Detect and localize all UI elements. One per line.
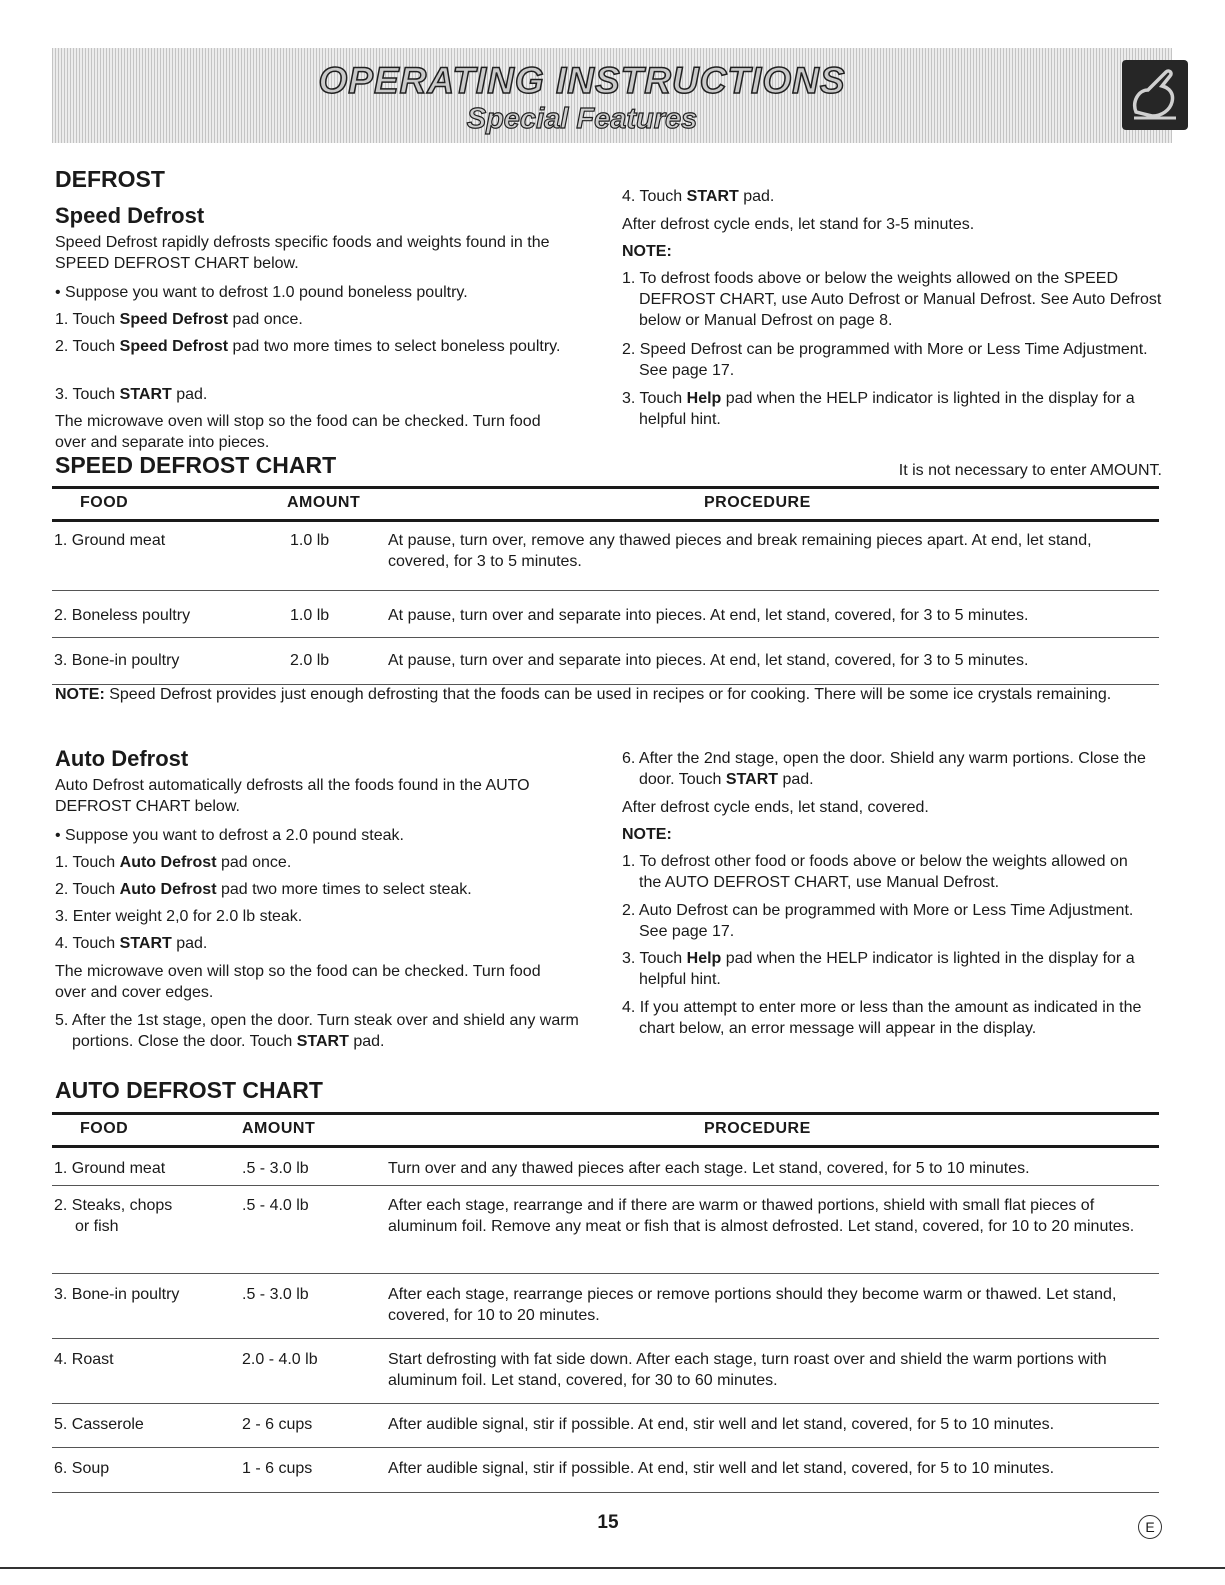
page-title: OPERATING INSTRUCTIONS — [318, 60, 846, 101]
speed-chart-note: NOTE: Speed Defrost provides just enough defrosting that the foods can be used in recipes or for cooking. There will be some ice crystals remaining. — [55, 686, 1112, 703]
auto-step-1: 1. Touch Auto Defrost pad once. — [55, 854, 292, 871]
column-header-procedure: PROCEDURE — [704, 1120, 811, 1137]
auto-note-2: 2. Auto Defrost can be programmed with More or Less Time Adjustment. See page 17. — [622, 902, 1134, 940]
auto-step-2: 2. Touch Auto Defrost pad two more times to select steak. — [55, 881, 472, 898]
auto-note-3: 3. Touch Help pad when the HELP indicator is lighted in the display for a helpful hint. — [622, 950, 1135, 988]
table-cell-procedure: After each stage, rearrange and if there are warm or thawed portions, shield with small flat pieces of aluminum foil. Remove any meat or fish that is almost defrosted. Let stand, covered, for 10 to 20 minutes. — [388, 1197, 1135, 1235]
bottom-divider — [0, 1567, 1225, 1569]
table-cell-amount: 1.0 lb — [290, 607, 330, 624]
speed-step-3: 3. Touch START pad. — [55, 386, 208, 403]
auto-step-6: 6. After the 2nd stage, open the door. Shield any warm portions. Close the door. Touch START pad. — [622, 750, 1146, 788]
table-cell-amount: 2.0 - 4.0 lb — [242, 1351, 318, 1368]
auto-defrost-heading: Auto Defrost — [55, 746, 189, 771]
table-cell-procedure: At pause, turn over and separate into pieces. At end, let stand, covered, for 3 to 5 minutes. — [388, 652, 1029, 669]
column-header-amount: AMOUNT — [287, 494, 361, 511]
header-banner — [52, 48, 1172, 143]
speed-note-1: 1. To defrost foods above or below the weights allowed on the SPEED DEFROST CHART, use Auto Defrost or Manual Defrost. See Auto Defrost below or Manual Defrost on page 8. — [622, 270, 1162, 329]
speed-chart-side-note: It is not necessary to enter AMOUNT. — [898, 462, 1162, 479]
column-header-procedure: PROCEDURE — [704, 494, 811, 511]
speed-step-2: 2. Touch Speed Defrost pad two more times to select boneless poultry. — [55, 338, 561, 355]
column-header-food: FOOD — [80, 494, 129, 511]
table-row — [52, 1186, 1159, 1274]
auto-defrost-bullet: • Suppose you want to defrost a 2.0 pound steak. — [55, 827, 404, 844]
table-cell-food: 5. Casserole — [54, 1416, 144, 1433]
auto-step-5: 5. After the 1st stage, open the door. Turn steak over and shield any warm portions. Close the door. Touch START pad. — [55, 1012, 579, 1050]
table-header — [52, 486, 1159, 522]
speed-chart-heading: SPEED DEFROST CHART — [55, 452, 337, 478]
table-cell-food-cont: or fish — [75, 1218, 119, 1235]
page-number: 15 — [597, 1512, 619, 1533]
table-cell-amount: .5 - 3.0 lb — [242, 1286, 309, 1303]
table-cell-food: 3. Bone-in poultry — [54, 1286, 180, 1303]
table-cell-food: 2. Boneless poultry — [54, 607, 191, 624]
table-row — [52, 638, 1159, 685]
language-mark: E — [1138, 1515, 1162, 1539]
table-cell-amount: 1.0 lb — [290, 532, 330, 549]
speed-step-4: 4. Touch START pad. — [622, 188, 775, 205]
table-cell-food: 1. Ground meat — [54, 1160, 166, 1177]
table-cell-procedure: At pause, turn over, remove any thawed pieces and break remaining pieces apart. At end, let stand, covered, for 3 to 5 minutes. — [388, 532, 1092, 570]
auto-defrost-intro: Auto Defrost automatically defrosts all the foods found in the AUTO DEFROST CHART below. — [55, 777, 530, 815]
table-cell-amount: 2.0 lb — [290, 652, 330, 669]
column-header-amount: AMOUNT — [242, 1120, 316, 1137]
speed-defrost-intro: Speed Defrost rapidly defrosts specific foods and weights found in the SPEED DEFROST CHART below. — [55, 234, 550, 272]
table-row — [52, 530, 1159, 591]
defrost-heading: DEFROST — [55, 166, 165, 192]
table-row — [52, 1148, 1159, 1186]
auto-note-label: NOTE: — [622, 826, 672, 843]
table-cell-amount: .5 - 4.0 lb — [242, 1197, 309, 1214]
auto-step-3: 3. Enter weight 2,0 for 2.0 lb steak. — [55, 908, 303, 925]
table-row — [52, 1339, 1159, 1404]
speed-step-1: 1. Touch Speed Defrost pad once. — [55, 311, 303, 328]
table-cell-food: 6. Soup — [54, 1460, 110, 1477]
speed-defrost-table — [52, 486, 1159, 685]
table-cell-procedure: Start defrosting with fat side down. After each stage, turn roast over and shield the warm portions with aluminum foil. Let stand, covered, for 30 to 60 minutes. — [388, 1351, 1107, 1389]
speed-note-2: 2. Speed Defrost can be programmed with More or Less Time Adjustment. See page 17. — [622, 341, 1148, 379]
speed-check-text: The microwave oven will stop so the food can be checked. Turn food over and separate into pieces. — [55, 413, 541, 451]
auto-note-4: 4. If you attempt to enter more or less than the amount as indicated in the chart below, an error message will appear in the display. — [622, 999, 1142, 1037]
speed-note-3: 3. Touch Help pad when the HELP indicator is lighted in the display for a helpful hint. — [622, 390, 1135, 428]
table-cell-food: 2. Steaks, chops — [54, 1197, 173, 1214]
speed-note-label: NOTE: — [622, 243, 672, 260]
speed-defrost-heading: Speed Defrost — [55, 203, 205, 228]
table-cell-amount: 1 - 6 cups — [242, 1460, 313, 1477]
table-row — [52, 591, 1159, 638]
table-row — [52, 1404, 1159, 1448]
table-cell-procedure: Turn over and any thawed pieces after each stage. Let stand, covered, for 5 to 10 minutes. — [388, 1160, 1030, 1177]
auto-step-4: 4. Touch START pad. — [55, 935, 208, 952]
table-cell-food: 3. Bone-in poultry — [54, 652, 180, 669]
table-cell-amount: 2 - 6 cups — [242, 1416, 313, 1433]
auto-defrost-table — [52, 1112, 1159, 1493]
page-subtitle: Special Features — [466, 103, 698, 135]
table-cell-procedure: At pause, turn over and separate into pieces. At end, let stand, covered, for 3 to 5 minutes. — [388, 607, 1029, 624]
table-cell-procedure: After each stage, rearrange pieces or remove portions should they become warm or thawed. Let stand, covered, for 10 to 20 minutes. — [388, 1286, 1117, 1324]
table-header — [52, 1112, 1159, 1148]
auto-note-1: 1. To defrost other food or foods above or below the weights allowed on the AUTO DEFROST CHART, use Manual Defrost. — [622, 853, 1128, 891]
auto-chart-heading: AUTO DEFROST CHART — [55, 1077, 323, 1103]
column-header-food: FOOD — [80, 1120, 129, 1137]
table-cell-food: 1. Ground meat — [54, 532, 166, 549]
table-cell-food: 4. Roast — [54, 1351, 114, 1368]
speed-after-text: After defrost cycle ends, let stand for 3-5 minutes. — [622, 216, 975, 233]
table-row — [52, 1448, 1159, 1493]
table-cell-amount: .5 - 3.0 lb — [242, 1160, 309, 1177]
speed-defrost-bullet: • Suppose you want to defrost 1.0 pound boneless poultry. — [55, 284, 468, 301]
auto-check-text: The microwave oven will stop so the food can be checked. Turn food over and cover edges. — [55, 963, 541, 1001]
table-cell-procedure: After audible signal, stir if possible. At end, stir well and let stand, covered, for 5 to 10 minutes. — [388, 1416, 1055, 1433]
hand-pointing-icon — [1122, 60, 1188, 130]
table-cell-procedure: After audible signal, stir if possible. At end, stir well and let stand, covered, for 5 to 10 minutes. — [388, 1460, 1055, 1477]
table-row — [52, 1274, 1159, 1339]
auto-after-text: After defrost cycle ends, let stand, covered. — [622, 799, 929, 816]
